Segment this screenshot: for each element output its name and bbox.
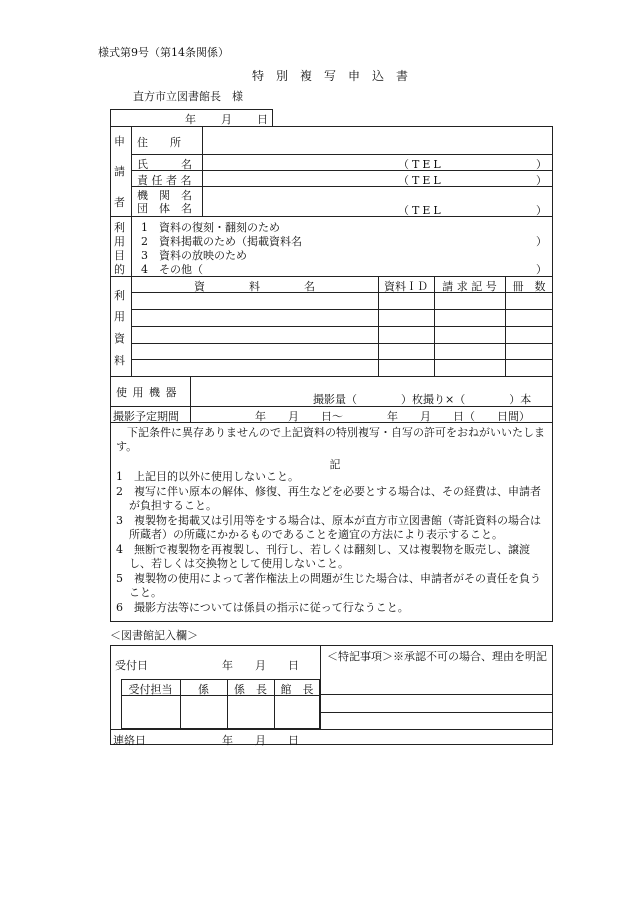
purpose-label-1: 利: [114, 221, 125, 234]
materials-row-3[interactable]: [132, 327, 552, 342]
staff-header-clerk: 係: [198, 683, 209, 696]
manager-label: 責 任 者 名: [137, 174, 192, 187]
equipment-label: 使 用 機 器: [116, 386, 178, 399]
staff-header-reception: 受付担当: [128, 683, 173, 696]
form-title: 特 別 複 写 申 込 書: [251, 69, 408, 83]
org-tel-open: （TEL: [398, 204, 444, 217]
addressee: 直方市立図書館長 様: [133, 90, 243, 103]
materials-header-id: 資料ＩＤ: [384, 280, 428, 293]
materials-row-5[interactable]: [132, 360, 552, 375]
stamp-chief[interactable]: [228, 696, 273, 728]
schedule-period[interactable]: 年 月 日～ 年 月 日（ 日間）: [255, 410, 530, 423]
conditions-list: [116, 470, 550, 615]
conditions-ki: 記: [329, 458, 341, 471]
condition-item-3: 3 複製物を掲載又は引用等をする場合は、原本が直方市立図書館（寄託資料の場合は所蔵者）の所蔵にかかるものであることを適宜の方法により表示すること。: [116, 513, 541, 541]
applicant-label-2: 請: [114, 165, 125, 178]
name-input[interactable]: [204, 155, 394, 169]
date-day-label: 日: [257, 113, 268, 126]
materials-label-1: 利: [114, 289, 125, 302]
date-year-label: 年: [185, 113, 196, 126]
condition-item-2: 2 複写に伴い原本の解体、修復、再生などを必要とする場合は、その経費は、申請者が負担すること。: [116, 484, 541, 512]
condition-item-6: 6 撮影方法等については係員の指示に従って行なうこと。: [116, 600, 409, 614]
applicant-label-3: 者: [114, 196, 125, 209]
special-notes: ＜特記事項＞※承認不可の場合、理由を明記: [327, 650, 547, 663]
stamp-clerk[interactable]: [181, 696, 226, 728]
materials-row-2[interactable]: [132, 310, 552, 325]
org-label-2: 団 体 名: [137, 202, 192, 215]
form-number: 様式第9号（第14条関係）: [98, 46, 229, 59]
name-label: 氏 名: [137, 158, 192, 171]
contact-date[interactable]: 年 月 日: [222, 734, 299, 747]
materials-row-4[interactable]: [132, 344, 552, 358]
condition-item-4: 4 無断で複製物を再複製し、刊行し、若しくは翻刻し、又は複製物を販売し、譲渡し、若しくは交換物として使用しないこと。: [116, 542, 530, 570]
name-tel-open: （TEL: [398, 158, 444, 171]
received-date[interactable]: 年 月 日: [222, 659, 299, 672]
org-tel-close: ）: [536, 204, 547, 217]
materials-label-4: 料: [114, 354, 125, 367]
purpose-label-3: 目: [114, 249, 125, 262]
library-section-title: ＜図書館記入欄＞: [110, 629, 198, 642]
condition-item-5: 5 複製物の使用によって著作権法上の問題が生じた場合は、申請者がその責任を負うこと。: [116, 571, 541, 599]
schedule-label: 撮影予定期間: [113, 410, 179, 423]
stamp-reception[interactable]: [122, 696, 179, 728]
manager-tel-close: ）: [536, 174, 547, 187]
org-label-1: 機 関 名: [137, 189, 192, 202]
purpose-option-2-close: ）: [536, 235, 547, 248]
materials-label-3: 資: [114, 332, 125, 345]
staff-header-director: 館 長: [280, 683, 314, 696]
manager-input[interactable]: [204, 171, 394, 185]
applicant-label-1: 申: [114, 135, 125, 148]
special-notes-line-1[interactable]: [322, 695, 551, 711]
address-input[interactable]: [204, 128, 552, 153]
name-tel-close: ）: [536, 158, 547, 171]
materials-row-1[interactable]: [132, 293, 552, 308]
purpose-option-4[interactable]: 4 その他（: [141, 263, 203, 276]
condition-item-1: 1 上記目的以外に使用しないこと。: [116, 470, 299, 483]
purpose-label-4: 的: [114, 263, 125, 276]
special-notes-line-2[interactable]: [322, 713, 551, 728]
staff-header-chief: 係 長: [234, 683, 267, 696]
contact-label: 連絡日: [113, 734, 146, 747]
materials-header-call-number: 請 求 記 号: [442, 280, 497, 293]
org-input[interactable]: [204, 187, 394, 214]
stamp-director[interactable]: [275, 696, 319, 728]
purpose-option-4-close: ）: [536, 263, 547, 276]
purpose-option-1[interactable]: 1 資料の復刻・翻刻のため: [141, 221, 280, 234]
date-month-label: 月: [221, 113, 232, 126]
equipment-shots[interactable]: 撮影量（ ）枚撮り×（ ）本: [313, 393, 532, 406]
materials-header-volumes: 冊 数: [512, 280, 546, 293]
received-label: 受付日: [115, 659, 148, 672]
materials-label-2: 用: [114, 310, 125, 323]
purpose-option-2[interactable]: 2 資料掲載のため（掲載資料名: [141, 235, 302, 248]
manager-tel-open: （TEL: [398, 174, 444, 187]
materials-header-name: 資 料 名: [194, 280, 315, 293]
purpose-label-2: 用: [114, 235, 125, 248]
conditions-intro: 下記条件に異存ありませんので上記資料の特別複写・自写の許可をおねがいいたします。: [116, 426, 545, 453]
purpose-option-3[interactable]: 3 資料の放映のため: [141, 249, 247, 262]
address-label: 住 所: [137, 136, 181, 149]
